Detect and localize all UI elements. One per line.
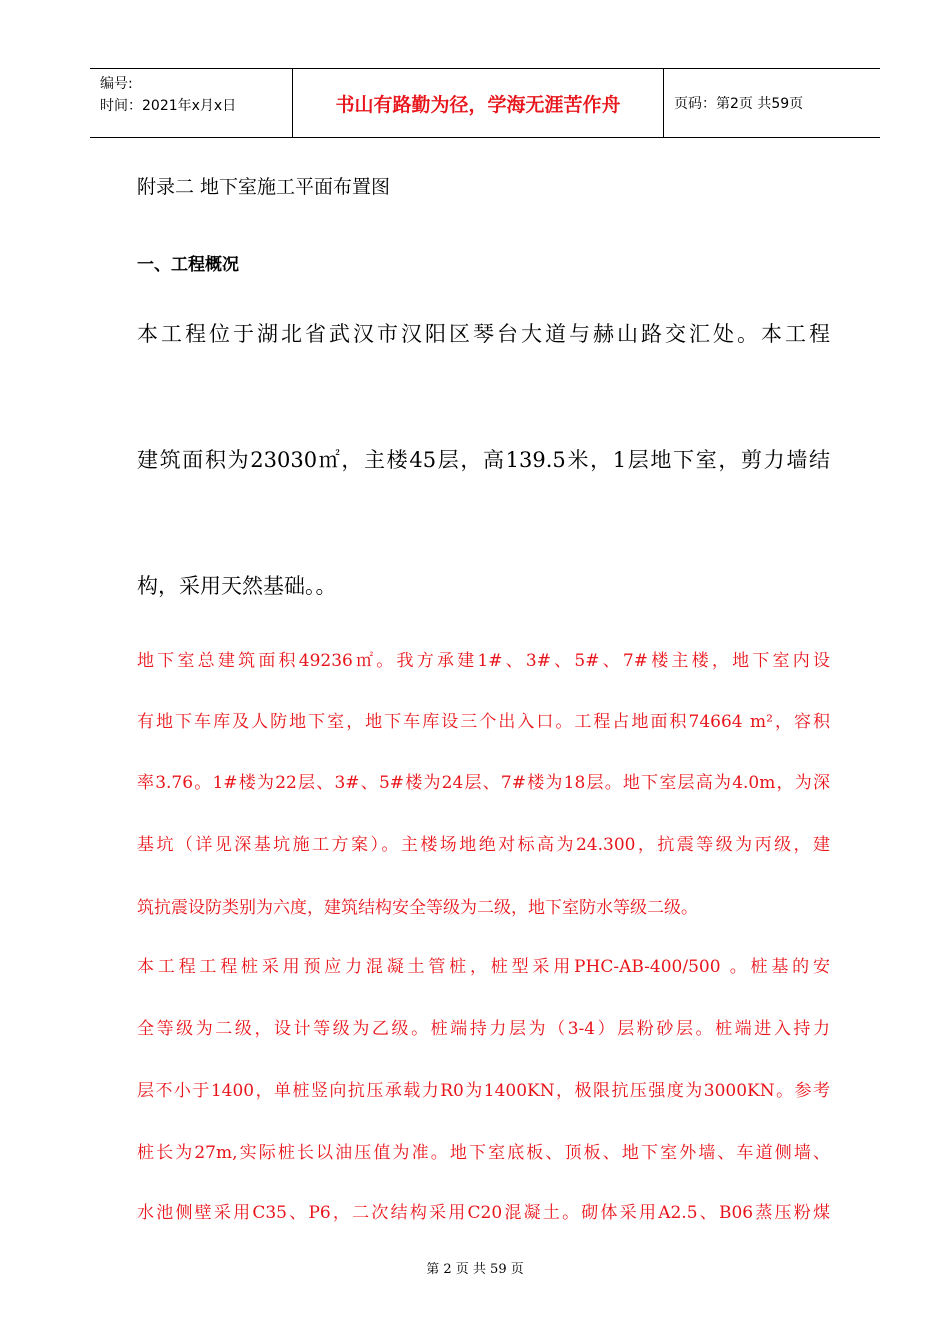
para2-line-3: 率3.76。1#楼为22层、3#、5#楼为24层、7#楼为18层。地下室层高为4.0m，为深: [137, 773, 830, 793]
header-page-info: 页码：第2页 共59页: [674, 96, 804, 112]
para2-line-4: 基坑（详见深基坑施工方案）。主楼场地绝对标高为24.300，抗震等级为丙级，建: [137, 835, 830, 855]
number-label: 编号:: [100, 76, 133, 92]
para2-line-1: 地下室总建筑面积49236㎡。我方承建1#、3#、5#、7#楼主楼，地下室内设: [137, 651, 830, 671]
para2-line-2: 有地下车库及人防地下室，地下车库设三个出入口。工程占地面积74664 m²，容积: [137, 712, 830, 732]
para3-line-4: 桩长为27m,实际桩长以油压值为准。地下室底板、顶板、地下室外墙、车道侧墙、: [137, 1143, 830, 1163]
para1-line-2: 建筑面积为23030㎡，主楼45层，高139.5米，1层地下室，剪力墙结: [137, 448, 830, 472]
section-title: 一、工程概况: [137, 255, 239, 275]
para3-line-1: 本工程工程桩采用预应力混凝土管桩，桩型采用PHC-AB-400/500 。桩基的安: [137, 957, 830, 977]
para2-line-5: 筑抗震设防类别为六度，建筑结构安全等级为二级，地下室防水等级二级。: [137, 898, 698, 918]
page-header: [90, 68, 880, 138]
header-slogan: 书山有路勤为径，学海无涯苦作舟: [292, 69, 664, 137]
time-label: 时间：2021年x月x日: [100, 98, 237, 114]
para3-line-3: 层不小于1400，单桩竖向抗压承载力R0为1400KN，极限抗压强度为3000KN。参考: [137, 1081, 830, 1101]
para3-line-5: 水池侧壁采用C35、P6，二次结构采用C20混凝土。砌体采用A2.5、B06蒸压粉煤: [137, 1203, 830, 1223]
para3-line-2: 全等级为二级，设计等级为乙级。桩端持力层为（3-4）层粉砂层。桩端进入持力: [137, 1019, 830, 1039]
para1-line-3: 构，采用天然基础。。: [137, 574, 337, 598]
page-footer: 第 2 页 共 59 页: [426, 1262, 524, 1277]
para1-line-1: 本工程位于湖北省武汉市汉阳区琴台大道与赫山路交汇处。本工程: [137, 322, 830, 346]
appendix-title: 附录二 地下室施工平面布置图: [137, 176, 391, 198]
header-meta: [90, 69, 292, 137]
